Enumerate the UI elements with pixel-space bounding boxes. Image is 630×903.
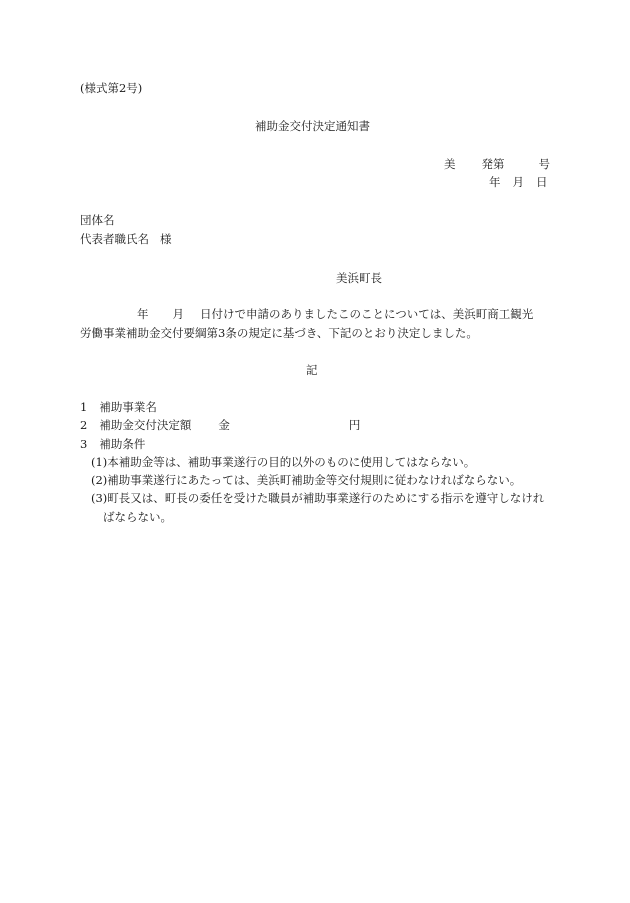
item-2 xyxy=(80,417,360,433)
issue-number-prefix: 美 xyxy=(444,157,456,171)
recipient-rep-title: 代表者職氏名 xyxy=(80,232,149,246)
body-line-1-rest: 日付けで申請のありましたこのことについては、美浜町商工観光 xyxy=(200,307,534,321)
issuer-name: 美浜町長 xyxy=(336,271,382,285)
condition-1: (1)本補助金等は、補助事業遂行の目的以外のものに使用してはならない。 xyxy=(91,455,476,469)
item-1 xyxy=(80,399,157,415)
item-1-number: 1 xyxy=(80,400,88,414)
body-year: 年 xyxy=(137,307,149,321)
item-2-kin: 金 xyxy=(218,418,230,432)
condition-3-line-1: (3)町長又は、町長の委任を受けた職員が補助事業遂行のためにする指示を遵守しなけれ xyxy=(91,491,545,505)
body-line-2: 労働事業補助金交付要綱第3条の規定に基づき、下記のとおり決定しました。 xyxy=(80,326,478,340)
issue-number-suffix: 号 xyxy=(538,157,550,171)
item-2-yen: 円 xyxy=(348,418,361,432)
form-number: (様式第2号) xyxy=(80,81,143,95)
item-2-label: 補助金交付決定額 xyxy=(99,418,192,432)
issue-date-year: 年 xyxy=(489,175,501,189)
item-3-number: 3 xyxy=(80,437,88,451)
item-3-label: 補助条件 xyxy=(99,437,146,451)
item-3 xyxy=(80,436,145,452)
body-month: 月 xyxy=(172,307,184,321)
issue-number xyxy=(444,156,550,172)
issue-date-day: 日 xyxy=(536,175,548,189)
condition-3-line-2: ばならない。 xyxy=(103,510,172,524)
body-line-1 xyxy=(137,306,533,322)
item-1-label: 補助事業名 xyxy=(99,400,157,414)
ki-heading: 記 xyxy=(306,363,318,377)
issue-date-month: 月 xyxy=(512,175,524,189)
document-title: 補助金交付決定通知書 xyxy=(255,119,370,133)
recipient-org: 団体名 xyxy=(80,213,115,227)
item-2-number: 2 xyxy=(80,418,88,432)
issue-date xyxy=(489,174,548,190)
recipient-honorific: 様 xyxy=(160,232,172,246)
condition-2: (2)補助事業遂行にあたっては、美浜町補助金等交付規則に従わなければならない。 xyxy=(91,473,522,487)
issue-number-middle: 発第 xyxy=(481,157,505,171)
recipient-rep xyxy=(80,231,172,247)
